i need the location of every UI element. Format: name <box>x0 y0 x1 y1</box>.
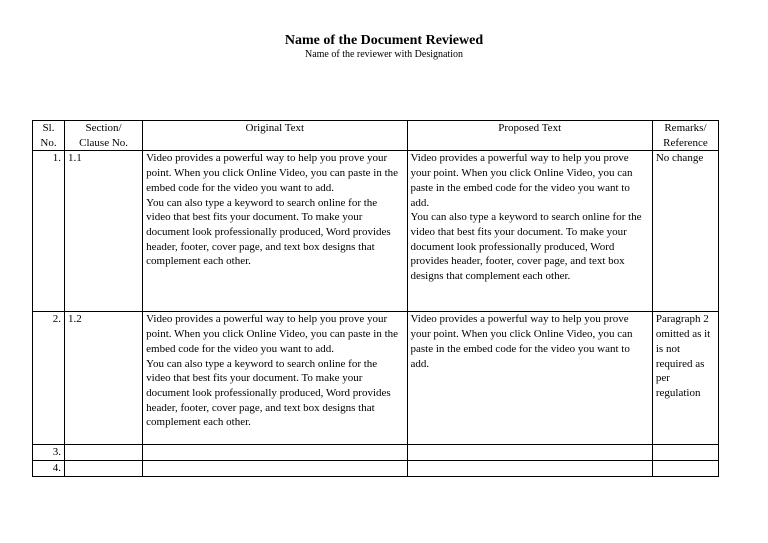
cell-original-text: Video provides a powerful way to help you prove your point. When you click Online Video, you can paste in the embed code for the video you want to add. You can also type a keyword to search online for the video that best fits your document. To make your document look professionally produced, Word provides header, footer, cover page, and text box designs that complement each other. <box>143 312 407 445</box>
reviewer-designation: Name of the reviewer with Designation <box>304 49 463 60</box>
header-original-text: Original Text <box>143 121 407 151</box>
cell-sl-no: 3. <box>33 445 65 461</box>
header-sl-no: Sl. No. <box>33 121 65 151</box>
cell-remarks <box>652 461 718 477</box>
table-row <box>33 312 719 445</box>
cell-section <box>65 461 143 477</box>
cell-original-text: Video provides a powerful way to help you prove your point. When you click Online Video, you can paste in the embed code for the video you want to add. You can also type a keyword to search online for the video that best fits your document. To make your document look professionally produced, Word provides header, footer, cover page, and text box designs that complement each other. <box>143 151 407 312</box>
table-row <box>33 461 719 477</box>
cell-sl-no: 4. <box>33 461 65 477</box>
cell-remarks: Paragraph 2 omitted as it is not required as per regulation <box>652 312 718 445</box>
header-proposed-text: Proposed Text <box>407 121 652 151</box>
review-table <box>32 120 719 477</box>
cell-sl-no: 1. <box>33 151 65 312</box>
cell-remarks <box>652 445 718 461</box>
header-section-clause: Section/ Clause No. <box>65 121 143 151</box>
cell-proposed-text: Video provides a powerful way to help you prove your point. When you click Online Video, you can paste in the embed code for the video you want to add. <box>407 312 652 445</box>
cell-proposed-text: Video provides a powerful way to help you prove your point. When you click Online Video, you can paste in the embed code for the video you want to add. You can also type a keyword to search online for the video that best fits your document. To make your document look professionally produced, Word provides header, footer, cover page, and text box designs that complement each other. <box>407 151 652 312</box>
document-title: Name of the Document Reviewed <box>284 33 484 48</box>
table-row <box>33 445 719 461</box>
table-header-row <box>33 121 719 151</box>
cell-section <box>65 445 143 461</box>
cell-original-text <box>143 445 407 461</box>
cell-section: 1.1 <box>65 151 143 312</box>
table-row <box>33 151 719 312</box>
cell-proposed-text <box>407 461 652 477</box>
cell-section: 1.2 <box>65 312 143 445</box>
cell-remarks: No change <box>652 151 718 312</box>
cell-proposed-text <box>407 445 652 461</box>
header-remarks-reference: Remarks/ Reference <box>652 121 718 151</box>
cell-sl-no: 2. <box>33 312 65 445</box>
cell-original-text <box>143 461 407 477</box>
